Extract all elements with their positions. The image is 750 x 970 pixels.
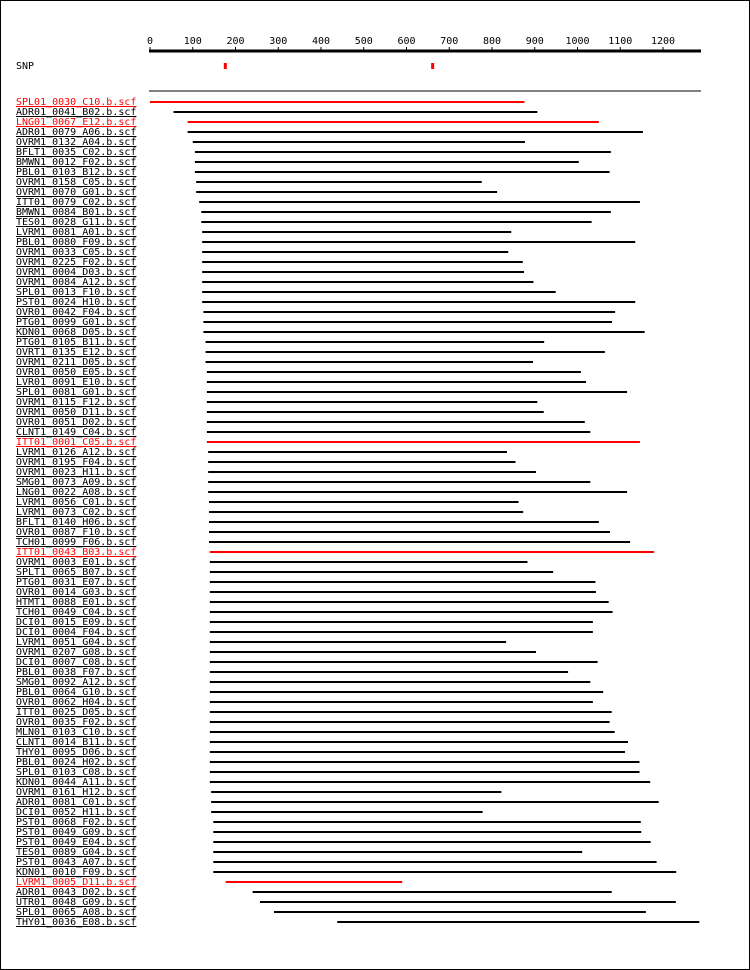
read-name-link[interactable]: SMG01_0092_A12.b.scf (16, 677, 137, 688)
read-name-link[interactable]: SPL01_0013_F10.b.scf (16, 287, 137, 298)
read-name-link[interactable]: OVRM1_0070_G01.b.scf (16, 187, 137, 198)
read-name-link[interactable]: BFLT1_0035_C02.b.scf (16, 147, 137, 158)
read-name-link[interactable]: KDN01_0068_D05.b.scf (16, 327, 137, 338)
read-name-link[interactable]: OVRM1_0004_D03.b.scf (16, 267, 137, 278)
scale-tick-label: 400 (311, 36, 331, 47)
read-name-link[interactable]: PST01_0049_G09.b.scf (16, 827, 137, 838)
scale-tick-label: 200 (226, 36, 245, 47)
read-name-link[interactable]: LVRM1_0005_D11.b.scf (16, 877, 137, 888)
read-name-link[interactable]: ADR01_0081_C01.b.scf (16, 797, 137, 808)
read-name-link[interactable]: LVR01_0091_E10.b.scf (16, 377, 137, 388)
read-name-link[interactable]: OVRT1_0135_E12.b.scf (16, 347, 137, 358)
read-name-link[interactable]: OVRM1_0158_C05.b.scf (16, 177, 137, 188)
read-name-link[interactable]: SPLT1_0065_B07.b.scf (16, 567, 137, 578)
snp-marker[interactable] (224, 63, 227, 69)
read-name-link[interactable]: DCI01_0052_H11.b.scf (16, 807, 137, 818)
read-name-link[interactable]: ADR01_0043_D02.b.scf (16, 887, 137, 898)
read-name-link[interactable]: PST01_0043_A07.b.scf (16, 857, 137, 868)
read-name-link[interactable]: KDN01_0044_A11.b.scf (16, 777, 137, 788)
read-name-link[interactable]: LNG01_0067_E12.b.scf (16, 117, 137, 128)
scale-tick-label: 900 (525, 36, 544, 47)
read-name-link[interactable]: HTMT1_0088_E01.b.scf (16, 597, 137, 608)
read-name-link[interactable]: THY01_0036_E08.b.scf (16, 917, 137, 928)
read-name-link[interactable]: ADR01_0041_B02.b.scf (16, 107, 137, 118)
read-name-link[interactable]: OVRM1_0195_F04.b.scf (16, 457, 137, 468)
read-name-link[interactable]: DCI01_0015_E09.b.scf (16, 617, 137, 628)
scale-tick-label: 1200 (650, 36, 676, 47)
read-name-link[interactable]: OVR01_0062_H04.b.scf (16, 697, 137, 708)
read-name-link[interactable]: OVR01_0087_F10.b.scf (16, 527, 137, 538)
snp-track-label: SNP (16, 61, 35, 72)
scale-tick-label: 500 (354, 36, 373, 47)
read-name-link[interactable]: SPL01_0030_C10.b.scf (16, 97, 137, 108)
scale-tick-label: 600 (397, 36, 416, 47)
read-name-link[interactable]: PST01_0049_E04.b.scf (16, 837, 137, 848)
snp-track (224, 63, 434, 69)
read-name-link[interactable]: DCI01_0004_F04.b.scf (16, 627, 137, 638)
read-name-link[interactable]: OVRM1_0207_G08.b.scf (16, 647, 137, 658)
read-name-link[interactable]: PST01_0024_H10.b.scf (16, 297, 137, 308)
read-name-link[interactable]: OVR01_0051_D02.b.scf (16, 417, 137, 428)
read-name-link[interactable]: OVRM1_0225_F02.b.scf (16, 257, 137, 268)
read-name-link[interactable]: LVRM1_0126_A12.b.scf (16, 447, 137, 458)
read-name-link[interactable]: LVRM1_0056_C01.b.scf (16, 497, 137, 508)
position-scale (147, 36, 701, 51)
snp-marker[interactable] (431, 63, 434, 69)
read-name-link[interactable]: SMG01_0073_A09.b.scf (16, 477, 137, 488)
read-name-link[interactable]: ITT01_0043_B03.b.scf (16, 547, 137, 558)
read-name-link[interactable]: PST01_0068_F02.b.scf (16, 817, 137, 828)
read-name-link[interactable]: TCH01_0049_C04.b.scf (16, 607, 137, 618)
read-name-link[interactable]: OVRM1_0211_D05.b.scf (16, 357, 137, 368)
read-name-link[interactable]: PBL01_0064_G10.b.scf (16, 687, 137, 698)
read-name-link[interactable]: PBL01_0103_B12.b.scf (16, 167, 137, 178)
read-name-link[interactable]: PTG01_0031_E07.b.scf (16, 577, 137, 588)
alignment-canvas (1, 1, 749, 969)
read-name-link[interactable]: PBL01_0038_F07.b.scf (16, 667, 137, 678)
read-name-link[interactable]: PBL01_0080_F09.b.scf (16, 237, 137, 248)
read-name-link[interactable]: LVRM1_0051_G04.b.scf (16, 637, 137, 648)
read-name-link[interactable]: TES01_0089_G04.b.scf (16, 847, 137, 858)
read-name-link[interactable]: CLNT1_0149_C04.b.scf (16, 427, 137, 438)
read-name-link[interactable]: PTG01_0105_B11.b.scf (16, 337, 137, 348)
read-name-link[interactable]: THY01_0095_D06.b.scf (16, 747, 137, 758)
read-name-link[interactable]: ITT01_0001_C05.b.scf (16, 437, 137, 448)
read-name-link[interactable]: LVRM1_0081_A01.b.scf (16, 227, 137, 238)
read-name-link[interactable]: OVRM1_0050_D11.b.scf (16, 407, 137, 418)
read-name-link[interactable]: OVRM1_0023_H11.b.scf (16, 467, 137, 478)
scale-tick-label: 300 (269, 36, 288, 47)
read-name-link[interactable]: ITT01_0079_C02.b.scf (16, 197, 137, 208)
scale-tick-label: 700 (440, 36, 459, 47)
read-name-link[interactable]: OVR01_0042_F04.b.scf (16, 307, 137, 318)
read-name-link[interactable]: SPL01_0103_C08.b.scf (16, 767, 137, 778)
read-name-link[interactable]: LVRM1_0073_C02.b.scf (16, 507, 137, 518)
read-name-link[interactable]: OVRM1_0161_H12.b.scf (16, 787, 137, 798)
read-name-link[interactable]: TES01_0028_G11.b.scf (16, 217, 137, 228)
scale-tick-label: 1000 (565, 36, 590, 47)
scale-tick-label: 0 (146, 36, 154, 47)
read-name-link[interactable]: BMWN1_0084_B01.b.scf (16, 207, 137, 218)
read-name-link[interactable]: BFLT1_0140_H06.b.scf (16, 517, 137, 528)
read-name-link[interactable]: KDN01_0010_F09.b.scf (16, 867, 137, 878)
read-name-link[interactable]: OVR01_0014_G03.b.scf (16, 587, 137, 598)
scale-tick-label: 1100 (608, 36, 633, 47)
read-name-link[interactable]: SPL01_0065_A08.b.scf (16, 907, 137, 918)
read-name-link[interactable]: MLN01_0103_C10.b.scf (16, 727, 137, 738)
read-name-link[interactable]: OVR01_0035_F02.b.scf (16, 717, 137, 728)
read-name-link[interactable]: OVRM1_0003_E01.b.scf (16, 557, 137, 568)
read-name-link[interactable]: OVRM1_0115_F12.b.scf (16, 397, 137, 408)
read-name-link[interactable]: OVR01_0050_E05.b.scf (16, 367, 137, 378)
read-name-link[interactable]: OVRM1_0084_A12.b.scf (16, 277, 137, 288)
read-name-link[interactable]: TCH01_0099_F06.b.scf (16, 537, 137, 548)
read-name-link[interactable]: PBL01_0024_H02.b.scf (16, 757, 137, 768)
read-name-link[interactable]: LNG01_0022_A08.b.scf (16, 487, 137, 498)
read-name-link[interactable]: OVRM1_0132_A04.b.scf (16, 137, 137, 148)
read-name-link[interactable]: OVRM1_0033_C05.b.scf (16, 247, 137, 258)
read-name-link[interactable]: DCI01_0007_C08.b.scf (16, 657, 137, 668)
read-name-link[interactable]: PTG01_0099_G01.b.scf (16, 317, 137, 328)
scale-tick-label: 100 (183, 36, 202, 47)
read-name-link[interactable]: ITT01_0025_D05.b.scf (16, 707, 137, 718)
read-name-link[interactable]: CLNT1_0014_B11.b.scf (16, 737, 137, 748)
read-name-link[interactable]: UTR01_0048_G09.b.scf (16, 897, 137, 908)
scale-tick-label: 800 (482, 36, 502, 47)
read-name-link[interactable]: ADR01_0079_A06.b.scf (16, 127, 137, 138)
read-name-link[interactable]: SPL01_0081_G01.b.scf (16, 387, 137, 398)
read-list (16, 97, 699, 928)
read-name-link[interactable]: BMWN1_0012_F02.b.scf (16, 157, 137, 168)
